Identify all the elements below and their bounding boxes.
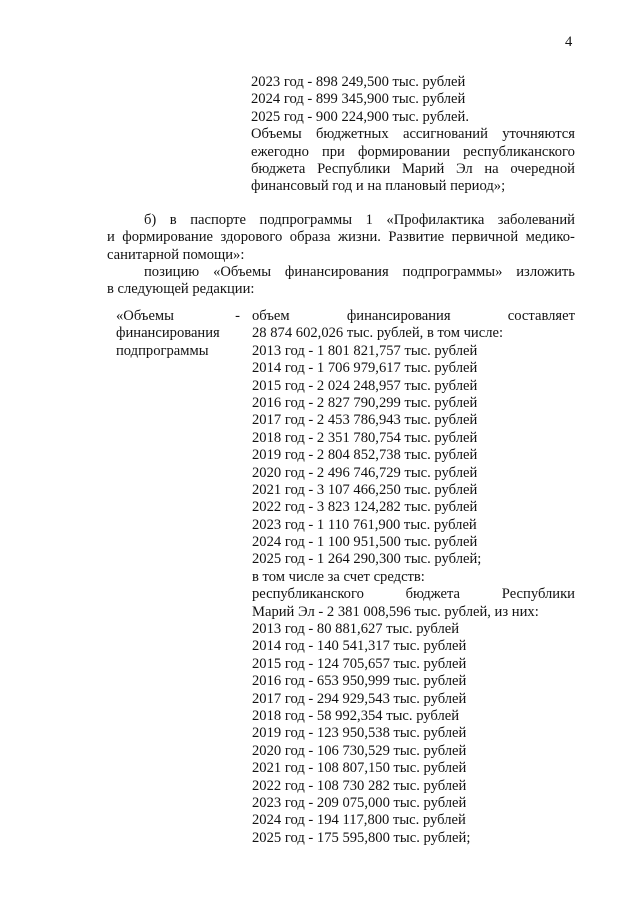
label-line: подпрограммы — [116, 342, 209, 359]
year-funding-line: 2018 год - 2 351 780,754 тыс. рублей — [252, 429, 478, 446]
note-line: финансовый год и на плановый период»; — [251, 178, 506, 195]
year-funding-line: 2014 год - 1 706 979,617 тыс. рублей — [252, 360, 478, 377]
year-funding-line: 2025 год - 1 264 290,300 тыс. рублей; — [252, 551, 482, 568]
word: здорового — [220, 229, 283, 246]
year-funding-line: 2017 год - 2 453 786,943 тыс. рублей — [252, 412, 478, 429]
republic-year-line: 2024 год - 194 117,800 тыс. рублей — [252, 812, 466, 829]
word: первичной — [451, 229, 519, 246]
republic-year-line: 2013 год - 80 881,627 тыс. рублей — [252, 621, 460, 638]
republic-budget-line: Марий Эл - 2 381 008,596 тыс. рублей, из них: — [252, 603, 539, 620]
word: при — [321, 143, 345, 160]
word: - — [235, 308, 240, 324]
note-line — [251, 126, 575, 143]
sources-heading: в том числе за счет средств: — [252, 568, 425, 585]
instruction-paragraph — [107, 264, 575, 299]
note-line — [251, 161, 575, 178]
total-line: 28 874 602,026 тыс. рублей, в том числе: — [252, 325, 504, 342]
year-funding-line: 2015 год - 2 024 248,957 тыс. рублей — [252, 377, 478, 394]
label-line: финансирования — [116, 325, 220, 342]
funding-line-2023: 2023 год - 898 249,500 тыс. рублей — [251, 74, 466, 90]
word: Эл — [455, 160, 473, 177]
word: Марий — [401, 160, 445, 177]
word: заболеваний — [497, 212, 575, 228]
republic-year-line: 2019 год - 123 950,538 тыс. рублей — [252, 725, 467, 742]
word: 1 — [365, 212, 373, 228]
word: составляет — [507, 308, 575, 324]
paragraph-line — [107, 212, 575, 229]
word: республиканского — [463, 143, 575, 160]
word: бюджета — [251, 160, 306, 177]
word: финансирования — [284, 264, 389, 280]
word: образа — [289, 229, 331, 246]
total-by-year-list — [252, 343, 575, 569]
word: и — [107, 229, 115, 246]
paragraph-line — [107, 229, 575, 246]
word: республиканского — [252, 586, 364, 603]
year-funding-line: 2013 год - 1 801 821,757 тыс. рублей — [252, 342, 478, 359]
table-label-column — [116, 308, 240, 360]
republic-by-year-list — [252, 621, 575, 847]
total-line — [252, 308, 575, 325]
word: б) — [144, 212, 157, 228]
word: формирование — [122, 229, 214, 246]
word: Республики — [501, 586, 575, 603]
word: бюджета — [405, 586, 461, 603]
republic-year-line: 2018 год - 58 992,354 тыс. рублей — [252, 707, 460, 724]
word: медико- — [525, 229, 575, 246]
word: паспорте — [190, 212, 247, 228]
word: объем — [252, 308, 290, 324]
republic-year-line: 2014 год - 140 541,317 тыс. рублей — [252, 638, 467, 655]
republic-budget-line — [252, 586, 575, 603]
label-line — [116, 308, 240, 325]
paragraph-line: санитарной помощи»: — [107, 246, 245, 263]
word: Республики — [317, 160, 391, 177]
intro-funding-block — [251, 74, 575, 196]
republic-year-line: 2016 год - 653 950,999 тыс. рублей — [252, 673, 467, 690]
year-funding-line: 2023 год - 1 110 761,900 тыс. рублей — [252, 516, 477, 533]
table-value-column — [252, 308, 575, 847]
republic-year-line: 2017 год - 294 929,543 тыс. рублей — [252, 690, 467, 707]
word: Объемы — [251, 126, 302, 143]
year-funding-line: 2024 год - 1 100 951,500 тыс. рублей — [252, 534, 478, 551]
note-line — [251, 144, 575, 161]
word: подпрограммы — [259, 212, 353, 228]
year-funding-line: 2020 год - 2 496 746,729 тыс. рублей — [252, 464, 478, 481]
page-number: 4 — [565, 34, 573, 50]
word: на — [484, 160, 499, 177]
word: формировании — [357, 143, 451, 160]
amendment-b-paragraph — [107, 212, 575, 264]
word: «Объемы — [116, 308, 174, 324]
republic-year-line: 2021 год - 108 807,150 тыс. рублей — [252, 760, 467, 777]
republic-year-line: 2022 год - 108 730 282 тыс. рублей — [252, 777, 467, 794]
funding-line-2025: 2025 год - 900 224,900 тыс. рублей. — [251, 108, 469, 125]
year-funding-line: 2022 год - 3 823 124,282 тыс. рублей — [252, 499, 478, 516]
word: позицию — [144, 264, 200, 280]
year-funding-line: 2016 год - 2 827 790,299 тыс. рублей — [252, 394, 478, 411]
word: жизни. — [338, 229, 381, 246]
year-funding-line: 2019 год - 2 804 852,738 тыс. рублей — [252, 447, 478, 464]
republic-year-line: 2020 год - 106 730,529 тыс. рублей — [252, 742, 467, 759]
word: подпрограммы» — [402, 264, 503, 280]
paragraph-line: в следующей редакции: — [107, 281, 255, 298]
word: бюджетных — [315, 126, 389, 143]
word: уточняются — [502, 126, 575, 143]
word: «Профилактика — [386, 212, 485, 228]
funding-line-2024: 2024 год - 899 345,900 тыс. рублей — [251, 91, 466, 108]
year-funding-line: 2021 год - 3 107 466,250 тыс. рублей — [252, 481, 478, 498]
word: ассигнований — [402, 126, 488, 143]
paragraph-line — [107, 264, 575, 281]
word: в — [169, 212, 177, 228]
word: очередной — [510, 160, 575, 177]
republic-year-line: 2015 год - 124 705,657 тыс. рублей — [252, 655, 467, 672]
word: ежегодно — [251, 143, 309, 160]
word: изложить — [516, 264, 575, 280]
word: «Объемы — [213, 264, 272, 280]
word: Развитие — [388, 229, 445, 246]
word: финансирования — [346, 308, 451, 324]
republic-year-line: 2023 год - 209 075,000 тыс. рублей — [252, 794, 467, 811]
republic-year-line: 2025 год - 175 595,800 тыс. рублей; — [252, 829, 471, 846]
